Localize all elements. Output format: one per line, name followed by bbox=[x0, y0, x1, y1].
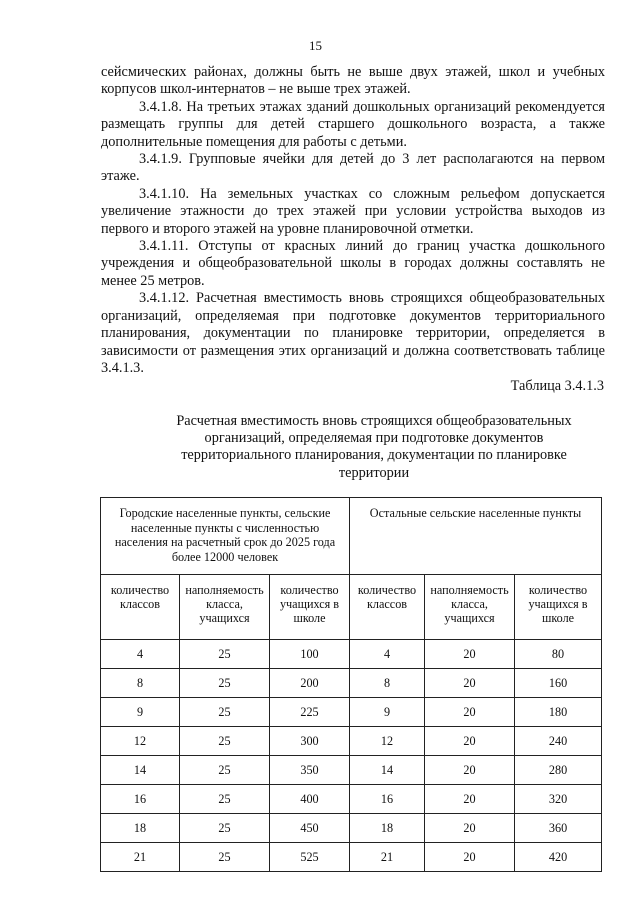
table-cell: 280 bbox=[515, 756, 602, 785]
table-cell: 4 bbox=[350, 640, 425, 669]
table-cell: 14 bbox=[350, 756, 425, 785]
table-cell: 180 bbox=[515, 698, 602, 727]
paragraph: 3.4.1.10. На земельных участках со сложным рельефом допускается увеличение этажности до трех этажей при условии устройства выходов из первого и второго этажей на уровне планировочной отметки. bbox=[101, 185, 605, 237]
table-cell: 80 bbox=[515, 640, 602, 669]
table-cell: 25 bbox=[180, 640, 270, 669]
table-cell: 25 bbox=[180, 698, 270, 727]
table-cell: 8 bbox=[101, 669, 180, 698]
table-cell: 20 bbox=[425, 698, 515, 727]
table-cell: 525 bbox=[270, 843, 350, 872]
table-cell: 160 bbox=[515, 669, 602, 698]
paragraph: 3.4.1.9. Групповые ячейки для детей до 3 лет располагаются на первом этаже. bbox=[101, 151, 605, 185]
paragraph: 3.4.1.8. На третьих этажах зданий дошкольных организаций рекомендуется размещать группы для детей старшего дошкольного возраста, а также дополнительные помещения для работы с детьми. bbox=[101, 98, 605, 150]
table-cell: 225 bbox=[270, 698, 350, 727]
table-cell: 20 bbox=[425, 843, 515, 872]
table-cell: 8 bbox=[350, 669, 425, 698]
table-cell: 400 bbox=[270, 785, 350, 814]
table-cell: 20 bbox=[425, 756, 515, 785]
table-row bbox=[101, 640, 602, 669]
table-cell: 16 bbox=[101, 785, 180, 814]
table-cell: 14 bbox=[101, 756, 180, 785]
table-row bbox=[101, 698, 602, 727]
table-cell: 12 bbox=[350, 727, 425, 756]
table-cell: 350 bbox=[270, 756, 350, 785]
table-row bbox=[101, 727, 602, 756]
page-number: 15 bbox=[309, 38, 322, 53]
table-row bbox=[101, 785, 602, 814]
table-reference: Таблица 3.4.1.3 bbox=[510, 378, 604, 394]
table-cell: 100 bbox=[270, 640, 350, 669]
table-cell: 25 bbox=[180, 785, 270, 814]
table-cell: 320 bbox=[515, 785, 602, 814]
table-cell: 300 bbox=[270, 727, 350, 756]
table-cell: 25 bbox=[180, 814, 270, 843]
table-cell: 420 bbox=[515, 843, 602, 872]
paragraph: сейсмических районах, должны быть не выше двух этажей, школ и учебных корпусов школ-интернатов – не выше трех этажей. bbox=[101, 64, 605, 98]
paragraph: 3.4.1.12. Расчетная вместимость вновь строящихся общеобразовательных организаций, определяемая при подготовке документов территориального планирования, документации по планировке территории, определяется в зависимости от размещения этих организаций и должна соответствовать таблице 3.4.1.3. bbox=[101, 290, 605, 376]
column-header: количество классов bbox=[350, 575, 425, 640]
table-cell: 12 bbox=[101, 727, 180, 756]
table-cell: 20 bbox=[425, 669, 515, 698]
table-cell: 9 bbox=[350, 698, 425, 727]
table-cell: 360 bbox=[515, 814, 602, 843]
column-header: наполняемость класса, учащихся bbox=[425, 575, 515, 640]
table-cell: 240 bbox=[515, 727, 602, 756]
table-title: Расчетная вместимость вновь строящихся общеобразовательных организаций, определяемая при подготовке документов территориального планирования, документации по планировке территории bbox=[176, 413, 572, 481]
table-row bbox=[101, 669, 602, 698]
table-cell: 21 bbox=[101, 843, 180, 872]
table-cell: 4 bbox=[101, 640, 180, 669]
table-cell: 25 bbox=[180, 669, 270, 698]
table-cell: 20 bbox=[425, 640, 515, 669]
table-row bbox=[101, 843, 602, 872]
table-cell: 16 bbox=[350, 785, 425, 814]
table-cell: 20 bbox=[425, 814, 515, 843]
group-header-urban: Городские населенные пункты, сельские населенные пункты с численностью населения на расчетный срок до 2025 года более 12000 человек bbox=[101, 498, 350, 575]
paragraph: 3.4.1.11. Отступы от красных линий до границ участка дошкольного учреждения и общеобразовательной школы в городах должны составлять не менее 25 метров. bbox=[101, 238, 605, 289]
column-header: количество классов bbox=[101, 575, 180, 640]
table-cell: 450 bbox=[270, 814, 350, 843]
column-header: наполняемость класса, учащихся bbox=[180, 575, 270, 640]
table-row bbox=[101, 756, 602, 785]
table-cell: 25 bbox=[180, 727, 270, 756]
table-cell: 20 bbox=[425, 727, 515, 756]
capacity-table bbox=[100, 497, 602, 872]
table-cell: 200 bbox=[270, 669, 350, 698]
table-cell: 18 bbox=[350, 814, 425, 843]
table-cell: 25 bbox=[180, 843, 270, 872]
table-cell: 21 bbox=[350, 843, 425, 872]
table-row bbox=[101, 814, 602, 843]
column-header: количество учащихся в школе bbox=[515, 575, 602, 640]
table-cell: 20 bbox=[425, 785, 515, 814]
table-cell: 25 bbox=[180, 756, 270, 785]
body-text bbox=[101, 64, 605, 377]
table-cell: 18 bbox=[101, 814, 180, 843]
table-cell: 9 bbox=[101, 698, 180, 727]
group-header-rural: Остальные сельские населенные пункты bbox=[350, 498, 602, 575]
column-header: количество учащихся в школе bbox=[270, 575, 350, 640]
